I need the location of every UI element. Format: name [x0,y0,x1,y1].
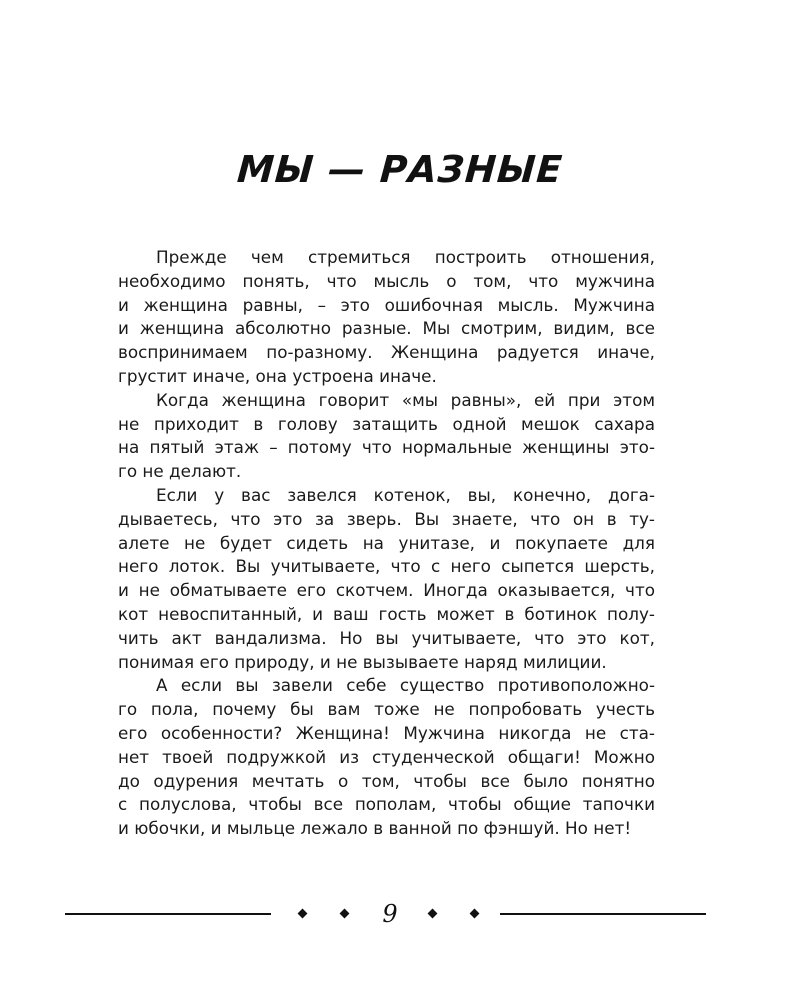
text-line: го пола, почему бы вам тоже не попробовать учесть [118,699,655,720]
text-line: грустит иначе, она устроена иначе. [118,365,437,386]
text-line: не приходит в голову затащить одной мешок сахара [118,413,655,434]
page-number: 9 [382,900,398,928]
text-line: и женщина равны, – это ошибочная мысль. Мужчина [118,294,655,315]
text-line: понимая его природу, и не вызываете наряд милиции. [118,651,607,672]
footer-rule-left [65,913,271,915]
text-line: него лоток. Вы учитываете, что с него сыпется шерсть, [118,556,655,577]
text-line: и юбочки, и мыльце лежало в ванной по фэншуй. Но нет! [118,818,632,839]
text-line: воспринимаем по-разному. Женщина радуется иначе, [118,342,655,363]
text-line: чить акт вандализма. Но вы учитываете, что это кот, [118,627,655,648]
text-line: алете не будет сидеть на унитазе, и покупаете для [118,532,655,553]
page-footer [0,897,800,933]
text-line: и женщина абсолютно разные. Мы смотрим, видим, все [118,318,655,339]
text-line: А если вы завели себе существо противоположно- [156,675,655,696]
body-text [118,246,655,841]
diamond-ornament-icon [298,909,308,919]
text-line: с полуслова, чтобы все пополам, чтобы общие тапочки [118,794,655,815]
text-line: дываетесь, что это за зверь. Вы знаете, что он в ту- [118,508,655,529]
text-line: и не обматываете его скотчем. Иногда оказывается, что [118,580,655,601]
text-line: на пятый этаж – потому что нормальные женщины это- [118,437,655,458]
text-line: необходимо понять, что мысль о том, что мужчина [118,270,655,291]
text-line: го не делают. [118,461,242,482]
text-line: нет твоей подружкой из студенческой общаги! Можно [118,746,655,767]
text-line: Если у вас завелся котенок, вы, конечно, дога- [156,484,655,505]
diamond-ornament-icon [470,909,480,919]
text-line: Прежде чем стремиться построить отношения, [156,247,655,267]
text-line: кот невоспитанный, и ваш гость может в ботинок полу- [118,603,655,624]
footer-rule-right [500,913,706,915]
chapter-title: МЫ — РАЗНЫЕ [235,148,565,191]
text-line: его особенности? Женщина! Мужчина никогда не ста- [118,722,655,743]
text-line: до одурения мечтать о том, чтобы все было понятно [118,770,655,791]
text-line: Когда женщина говорит «мы равны», ей при этом [156,389,655,410]
diamond-ornament-icon [428,909,438,919]
diamond-ornament-icon [340,909,350,919]
